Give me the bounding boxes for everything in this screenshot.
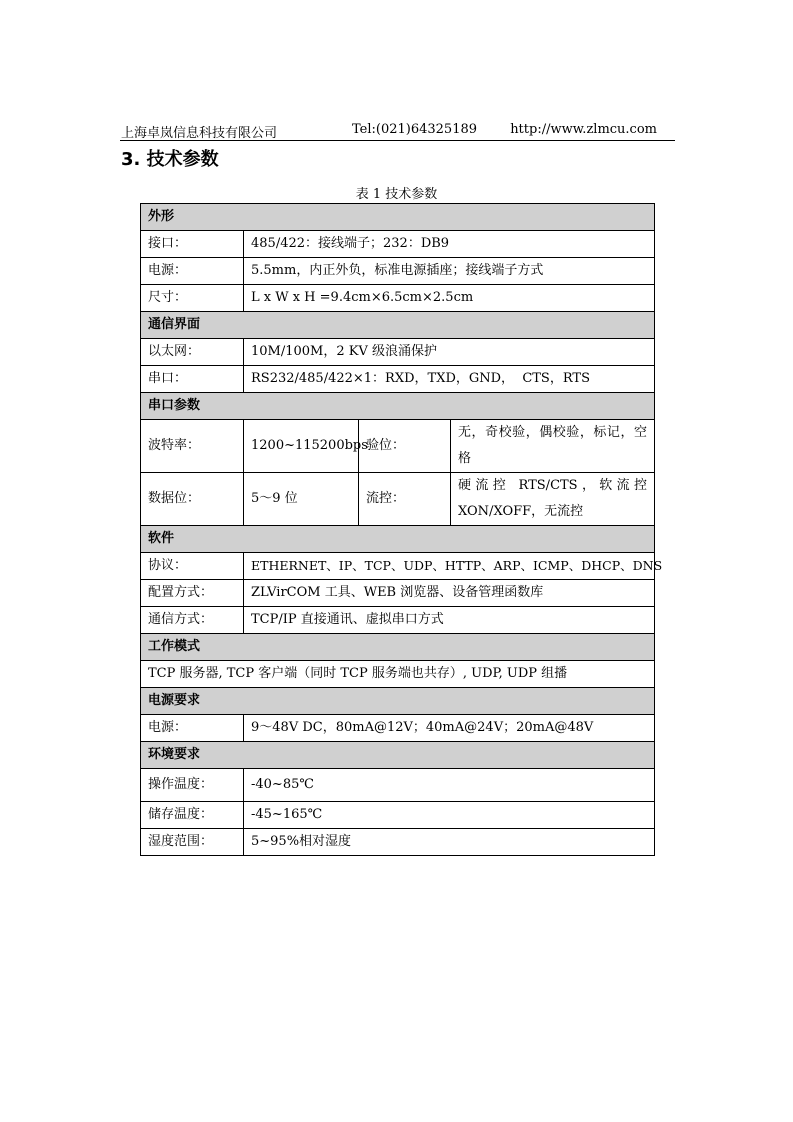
group-title: 通信界面 (141, 312, 655, 339)
section-title: 3. 技术参数 (121, 149, 219, 170)
table-row (141, 420, 655, 473)
row-value: 无，奇校验，偶校验，标记，空格 (451, 420, 655, 473)
row-value: -45~165℃ (244, 802, 655, 829)
table-row (141, 769, 655, 802)
table-row (141, 231, 655, 258)
table-row (141, 661, 655, 688)
group-title: 工作模式 (141, 634, 655, 661)
group-title: 软件 (141, 526, 655, 553)
row-label: 串口： (141, 366, 244, 393)
row-value: 5～9 位 (244, 473, 359, 526)
row-value: 485/422：接线端子；232：DB9 (244, 231, 655, 258)
group-header-appearance (141, 204, 655, 231)
page-header (120, 120, 675, 141)
row-label: 流控： (359, 473, 451, 526)
group-header-environment (141, 742, 655, 769)
row-value: -40~85℃ (244, 769, 655, 802)
row-value: 硬流控 RTS/CTS，软流控 XON/XOFF，无流控 (451, 473, 655, 526)
row-label: 电源： (141, 258, 244, 285)
table-row (141, 802, 655, 829)
table-row (141, 473, 655, 526)
header-company: 上海卓岚信息科技有限公司 (121, 126, 278, 141)
row-value: 1200~115200bps (244, 420, 359, 473)
spec-table (140, 203, 663, 856)
row-label: 以太网： (141, 339, 244, 366)
group-title: 环境要求 (141, 742, 655, 769)
table-row (141, 258, 655, 285)
row-value: ZLVirCOM 工具、WEB 浏览器、设备管理函数库 (244, 580, 655, 607)
row-label: 通信方式： (141, 607, 244, 634)
group-header-software (141, 526, 655, 553)
table-row (141, 607, 655, 634)
row-value: RS232/485/422×1：RXD，TXD，GND， CTS，RTS (244, 366, 655, 393)
row-label: 配置方式： (141, 580, 244, 607)
group-header-comm-interface (141, 312, 655, 339)
row-label: 湿度范围： (141, 829, 244, 856)
table-row (141, 285, 655, 312)
row-label: 尺寸： (141, 285, 244, 312)
table-row (141, 553, 655, 580)
group-header-power-req (141, 688, 655, 715)
header-website: http://www.zlmcu.com (510, 122, 657, 137)
group-header-work-mode (141, 634, 655, 661)
table-row (141, 580, 655, 607)
group-header-serial-params (141, 393, 655, 420)
row-label: 波特率： (141, 420, 244, 473)
table-row (141, 715, 655, 742)
row-label: 操作温度： (141, 769, 244, 802)
row-label: 验位： (359, 420, 451, 473)
row-label: 接口： (141, 231, 244, 258)
row-value: L x W x H =9.4cm×6.5cm×2.5cm (244, 285, 655, 312)
row-label: 协议： (141, 553, 244, 580)
row-value: TCP/IP 直接通讯、虚拟串口方式 (244, 607, 655, 634)
row-label: 电源： (141, 715, 244, 742)
table-row (141, 366, 655, 393)
row-label: 数据位： (141, 473, 244, 526)
group-title: 外形 (141, 204, 655, 231)
group-title: 电源要求 (141, 688, 655, 715)
group-title: 串口参数 (141, 393, 655, 420)
table-row (141, 339, 655, 366)
row-value: 5~95%相对湿度 (244, 829, 655, 856)
table-row (141, 829, 655, 856)
row-label: 储存温度： (141, 802, 244, 829)
row-value: 10M/100M，2 KV 级浪涌保护 (244, 339, 655, 366)
row-value: 5.5mm，内正外负，标准电源插座；接线端子方式 (244, 258, 655, 285)
row-value: 9～48V DC，80mA@12V；40mA@24V；20mA@48V (244, 715, 655, 742)
row-value: TCP 服务器, TCP 客户端（同时 TCP 服务端也共存）, UDP, UDP 组播 (141, 661, 655, 688)
table-caption: 表 1 技术参数 (355, 187, 438, 202)
header-tel: Tel:(021)64325189 (352, 122, 478, 137)
row-value: ETHERNET、IP、TCP、UDP、HTTP、ARP、ICMP、DHCP、DNS (244, 553, 655, 580)
